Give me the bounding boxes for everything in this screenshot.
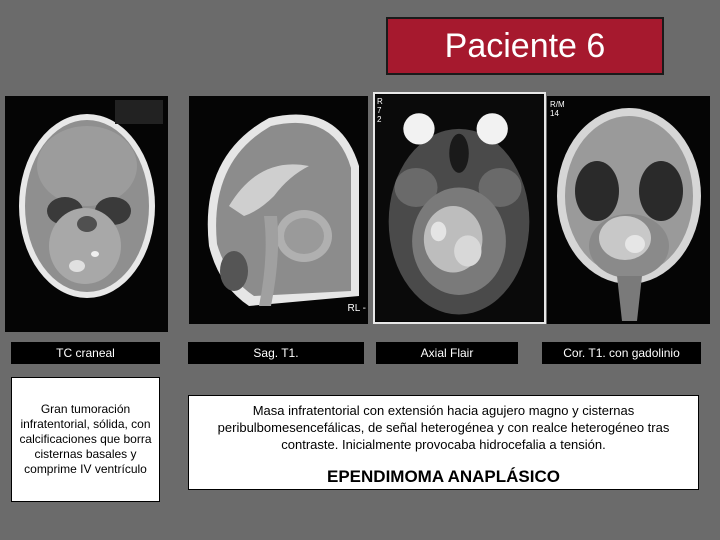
diagnosis-text: EPENDIMOMA ANAPLÁSICO xyxy=(327,467,560,486)
mri-findings-text: Masa infratentorial con extensión hacia agujero magno y cisternas peribulbomesencefálicas, de señal heterogénea y con realce heterogéneo tras contraste. Inicialmente provocaba hidrocefalia a tensión. xyxy=(217,403,670,452)
slide-title-box xyxy=(386,17,664,75)
caption-cor-t1-gadolinio: Cor. T1. con gadolinio xyxy=(542,342,701,364)
axial-flair-image xyxy=(373,92,546,324)
caption-sag-t1: Sag. T1. xyxy=(188,342,364,364)
sagittal-t1-image xyxy=(189,96,368,324)
coronal-overlay-text: R/M 14 xyxy=(550,100,565,118)
caption-ct-craneal: TC craneal xyxy=(11,342,160,364)
coronal-t1-gadolinio-image xyxy=(547,96,710,324)
slide-title: Paciente 6 xyxy=(444,26,606,65)
caption-axial-flair: Axial Flair xyxy=(376,342,518,364)
mri-findings-box xyxy=(188,395,699,490)
axial-overlay-text: R 7 2 xyxy=(377,97,383,124)
ct-findings-box xyxy=(11,377,160,502)
ct-findings-text: Gran tumoración infratentorial, sólida, con calcificaciones que borra cisternas basales y comprime IV ventrículo xyxy=(19,402,152,476)
ct-scan-image xyxy=(5,96,168,332)
sagittal-overlay-text: RL - xyxy=(347,303,366,314)
